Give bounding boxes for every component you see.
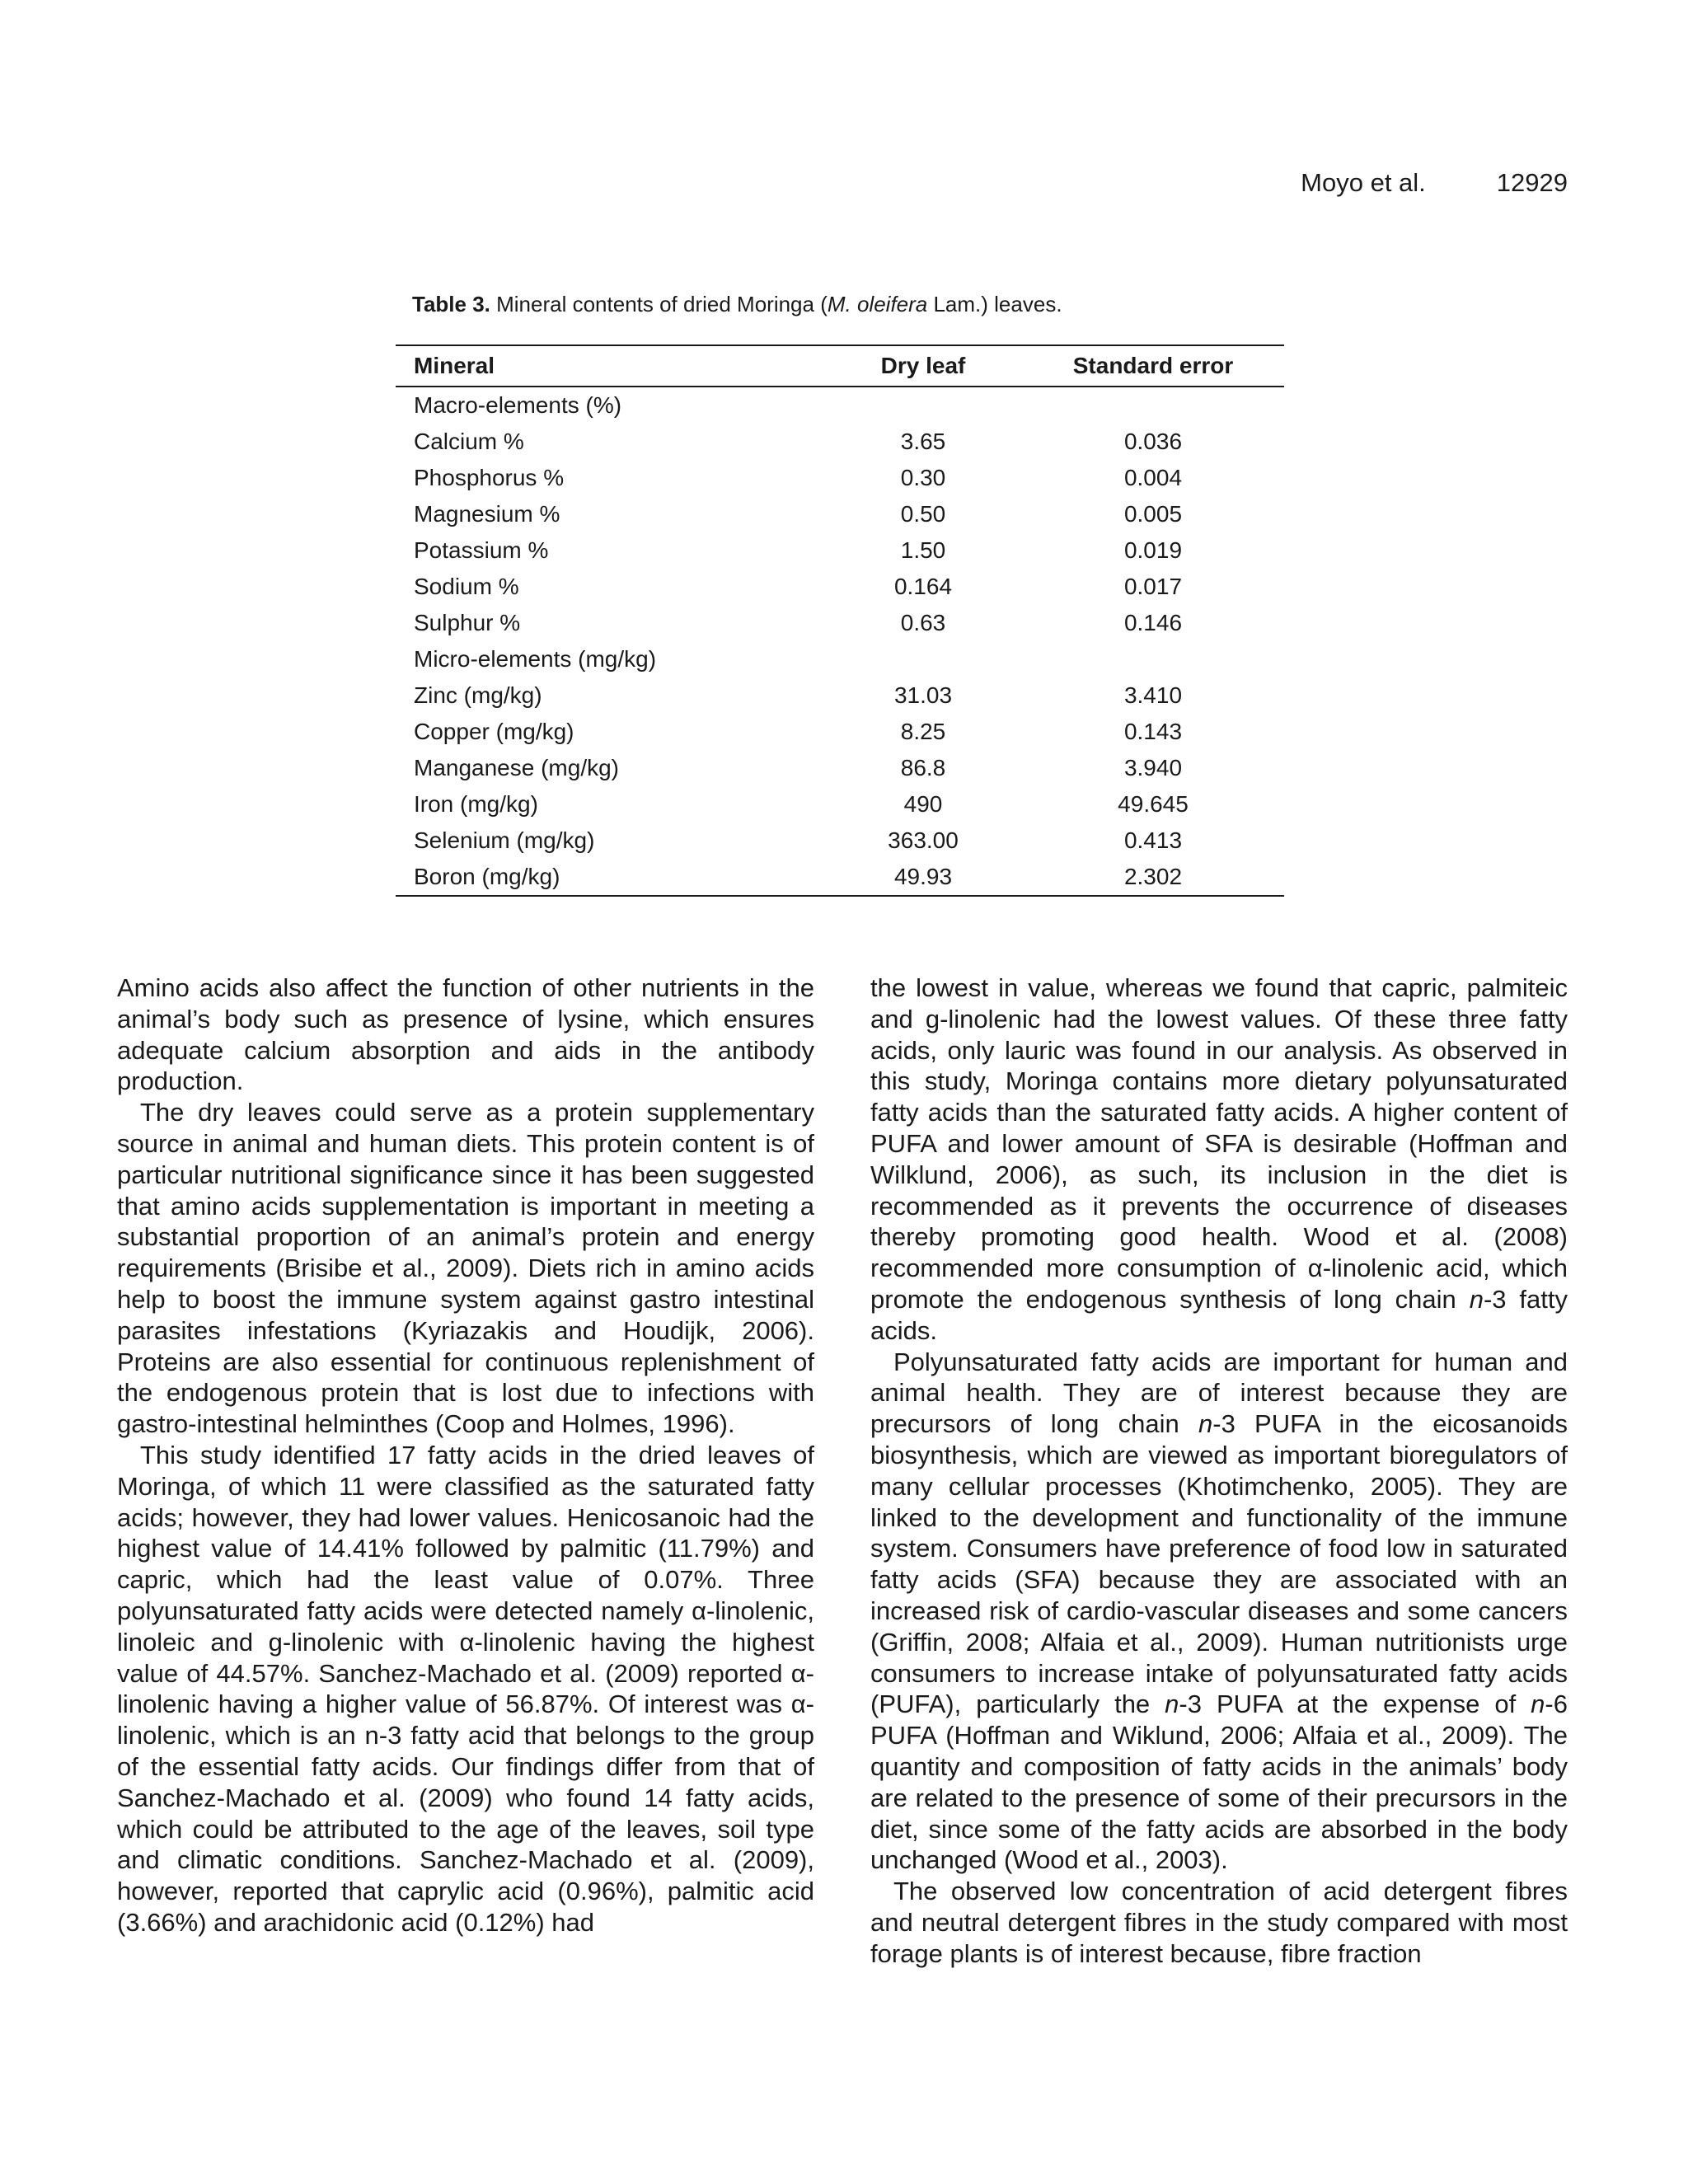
cell-standard-error: 0.019	[1123, 537, 1183, 563]
body-paragraph: This study identified 17 fatty acids in the dried leaves of Moringa, of which 11 were classified as the saturated fatty acids; however, they had lower values. Henicosanoic had the highest value of 14.41% followed by palmitic (11.79%) and capric, which had the least value of 0.07%. Three polyunsaturated fatty acids were detected namely α-linolenic, linoleic and g-linolenic with α-linolenic having the highest value of 44.57%. Sanchez-Machado et al. (2009) reported α-linolenic having a higher value of 56.87%. Of interest was α-linolenic, which is an n-3 fatty acid that belongs to the group of the essential fatty acids. Our findings differ from that of Sanchez-Machado et al. (2009) who found 14 fatty acids, which could be attributed to the age of the leaves, soil type and climatic conditions. Sanchez-Machado et al. (2009), however, reported that caprylic acid (0.96%), palmitic acid (3.66%) and arachidonic acid (0.12%) had	[117, 1440, 814, 1937]
cell-mineral: Zinc (mg/kg)	[414, 682, 542, 708]
header-mineral: Mineral	[414, 353, 495, 378]
mineral-table	[396, 344, 1284, 897]
table-row	[396, 677, 1284, 714]
table-row	[396, 750, 1284, 786]
italic-symbol: n	[1531, 1690, 1545, 1719]
table-row	[396, 387, 1284, 424]
cell-mineral: Phosphorus %	[414, 465, 565, 490]
table-row	[396, 605, 1284, 641]
cell-dry-leaf: 0.30	[900, 465, 946, 490]
table-caption-text-end: Lam.) leaves.	[927, 292, 1062, 316]
table-row	[396, 532, 1284, 569]
page-number: 12929	[1496, 168, 1568, 197]
cell-dry-leaf	[824, 387, 1022, 424]
cell-dry-leaf: 490	[903, 791, 943, 817]
cell-mineral: Selenium (mg/kg)	[414, 827, 595, 853]
running-head	[1073, 168, 1568, 201]
cell-mineral: Copper (mg/kg)	[414, 719, 574, 744]
cell-mineral: Potassium %	[414, 537, 549, 563]
cell-mineral: Magnesium %	[414, 501, 560, 527]
text-run: -3 fatty acids.	[870, 1284, 1568, 1345]
body-paragraph: The observed low concentration of acid detergent fibres and neutral detergent fibres in the study compared with most forage plants is of interest because, fibre fraction	[870, 1877, 1568, 1968]
table-caption-species: M. oleifera	[827, 292, 928, 316]
cell-dry-leaf: 0.63	[900, 610, 946, 635]
cell-standard-error: 0.146	[1123, 610, 1183, 635]
cell-mineral: Boron (mg/kg)	[414, 864, 560, 889]
body-column-left	[117, 972, 814, 1938]
table-row	[396, 496, 1284, 532]
body-paragraph	[870, 972, 1568, 1347]
body-paragraph: Amino acids also affect the function of other nutrients in the animal’s body such as presence of lysine, which ensures adequate calcium absorption and aids in the antibody production.	[117, 973, 814, 1096]
cell-standard-error: 3.410	[1123, 682, 1183, 708]
table-body	[396, 387, 1284, 896]
italic-symbol: n	[1469, 1284, 1484, 1314]
text-run: the lowest in value, whereas we found that capric, palmiteic and g-linolenic had the lowest values. Of these three fatty acids, only lauric was found in our analysis. As observed in this study, Moringa contains more dietary polyunsaturated fatty acids than the saturated fatty acids. A higher content of PUFA and lower amount of SFA is desirable (Hoffman and Wilklund, 2006), as such, its inclusion in the diet is recommended as it prevents the occurrence of diseases thereby promoting good health. Wood et al. (2008) recommended more consumption of α-linolenic acid, which promote the endogenous synthesis of long chain	[870, 973, 1568, 1314]
running-head-authors: Moyo et al.	[1301, 168, 1426, 197]
body-paragraph: The dry leaves could serve as a protein supplementary source in animal and human diets. This protein content is of particular nutritional significance since it has been suggested that amino acids supplementation is important in meeting a substantial proportion of an animal’s protein and energy requirements (Brisibe et al., 2009). Diets rich in amino acids help to boost the immune system against gastro intestinal parasites infestations (Kyriazakis and Houdijk, 2006). Proteins are also essential for continuous replenishment of the endogenous protein that is lost due to infections with gastro-intestinal helminthes (Coop and Holmes, 1996).	[117, 1098, 814, 1439]
cell-mineral: Manganese (mg/kg)	[414, 755, 620, 780]
cell-mineral: Macro-elements (%)	[414, 392, 622, 418]
cell-dry-leaf	[824, 641, 1022, 677]
text-run: Polyunsaturated fatty acids are important for human and animal health. They are of interest because they are precursors of long chain	[870, 1347, 1568, 1439]
table-caption-label: Table 3.	[412, 292, 490, 316]
cell-standard-error: 0.005	[1123, 501, 1183, 527]
italic-symbol: n	[1198, 1409, 1213, 1439]
cell-mineral: Sulphur %	[414, 610, 521, 635]
cell-standard-error: 0.143	[1123, 719, 1183, 744]
table-caption	[412, 290, 1319, 318]
cell-dry-leaf: 31.03	[893, 682, 953, 708]
cell-dry-leaf: 0.50	[900, 501, 946, 527]
cell-standard-error: 0.036	[1123, 429, 1183, 454]
body-column-right	[870, 972, 1568, 1970]
cell-standard-error: 0.413	[1123, 827, 1183, 853]
text-run: -3 PUFA at the expense of	[1179, 1690, 1531, 1719]
table-header-row	[396, 345, 1284, 387]
header-dry-leaf: Dry leaf	[880, 353, 966, 378]
cell-mineral: Calcium %	[414, 429, 524, 454]
cell-dry-leaf: 86.8	[900, 755, 946, 780]
table-row	[396, 641, 1284, 677]
table-row	[396, 823, 1284, 859]
cell-dry-leaf: 363.00	[888, 827, 959, 853]
table-row	[396, 786, 1284, 823]
cell-dry-leaf: 1.50	[900, 537, 946, 563]
cell-dry-leaf: 3.65	[900, 429, 946, 454]
cell-dry-leaf: 8.25	[900, 719, 946, 744]
text-run: -3 PUFA in the eicosanoids biosynthesis, which are viewed as important bioregulators of many cellular processes (Khotimchenko, 2005). They are linked to the development and functionality of the immune system. Consumers have preference of food low in saturated fatty acids (SFA) because they are associated with an increased risk of cardio-vascular diseases and some cancers (Griffin, 2008; Alfaia et al., 2009). Human nutritionists urge consumers to increase intake of polyunsaturated fatty acids (PUFA), particularly the	[870, 1409, 1568, 1719]
cell-standard-error	[1022, 641, 1284, 677]
cell-standard-error	[1022, 387, 1284, 424]
cell-mineral: Sodium %	[414, 574, 519, 599]
italic-symbol: n	[1165, 1690, 1179, 1719]
cell-standard-error: 3.940	[1123, 755, 1183, 780]
cell-dry-leaf: 49.93	[893, 864, 953, 889]
text-run: -6 PUFA (Hoffman and Wiklund, 2006; Alfaia et al., 2009). The quantity and composition of fatty acids in the animals’ body are related to the presence of some of their precursors in the diet, since some of the fatty acids are absorbed in the body unchanged (Wood et al., 2003).	[870, 1690, 1568, 1875]
cell-standard-error: 0.017	[1123, 574, 1183, 599]
cell-dry-leaf: 0.164	[893, 574, 953, 599]
cell-mineral: Iron (mg/kg)	[414, 791, 538, 817]
table-row	[396, 460, 1284, 496]
body-paragraph	[870, 1347, 1568, 1877]
cell-mineral: Micro-elements (mg/kg)	[414, 646, 657, 672]
cell-standard-error: 0.004	[1123, 465, 1183, 490]
table-row	[396, 859, 1284, 896]
table-row	[396, 569, 1284, 605]
table-row	[396, 424, 1284, 460]
cell-standard-error: 49.645	[1118, 791, 1189, 817]
cell-standard-error: 2.302	[1123, 864, 1183, 889]
header-standard-error: Standard error	[1072, 353, 1234, 378]
table-row	[396, 714, 1284, 750]
table-caption-text: Mineral contents of dried Moringa (	[490, 292, 828, 316]
